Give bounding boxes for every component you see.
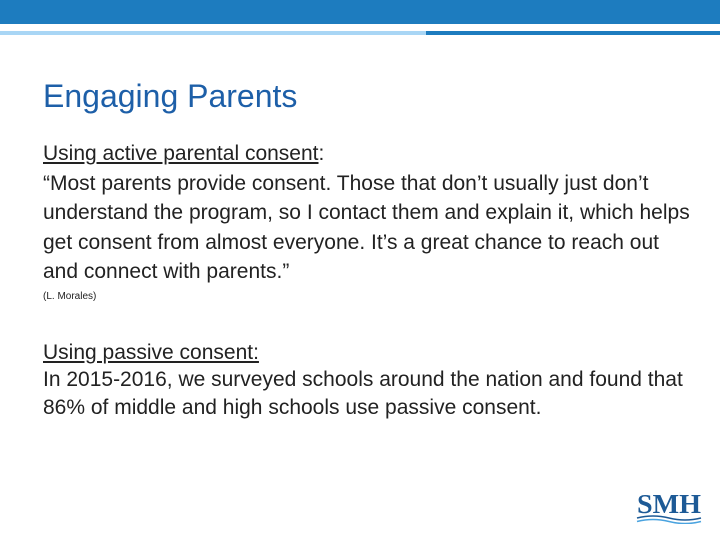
accent-stripe-light [0, 31, 426, 35]
passive-consent-body: In 2015-2016, we surveyed schools around the nation and found that 86% of middle and high schools use passive consent. [43, 368, 683, 419]
parent-quote: “Most parents provide consent. Those that don’t usually just don’t understand the program, so I contact them and explain it, which helps get consent from almost everyone. It’s a great chance to reach out and connect with parents.” [43, 171, 690, 283]
slide-title: Engaging Parents [43, 78, 298, 114]
active-consent-heading-line [43, 139, 693, 169]
smh-logo-text: SMH [637, 489, 701, 519]
quote-citation: (L. Morales) [43, 290, 97, 302]
heading-colon: : [318, 142, 325, 165]
top-banner-bar [0, 0, 720, 24]
accent-stripe-dark [426, 31, 720, 35]
slide-content [43, 139, 693, 421]
smh-logo [636, 488, 702, 524]
active-consent-heading: Using active parental consent [43, 142, 319, 165]
section-passive-consent [43, 339, 693, 422]
section-active-consent [43, 139, 693, 304]
passive-consent-heading: Using passive consent: [43, 340, 259, 364]
